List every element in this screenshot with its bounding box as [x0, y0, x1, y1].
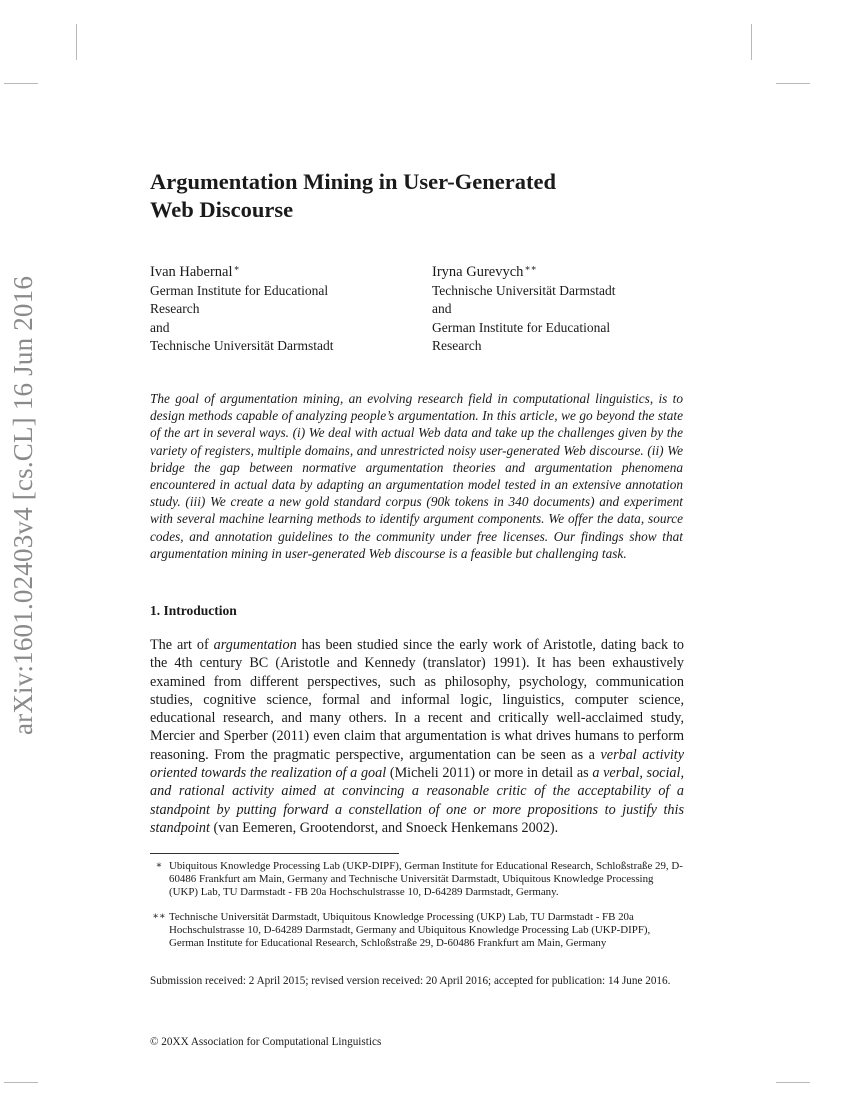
affiliation-line: Research — [150, 301, 200, 317]
crop-mark-right-upper — [776, 83, 810, 84]
footnote-1 — [150, 860, 685, 899]
footnote-2 — [150, 911, 685, 950]
affiliation-line: Research — [432, 338, 482, 354]
affiliation-line: Technische Universität Darmstadt — [432, 283, 616, 298]
section-heading: 1. Introduction — [150, 603, 237, 618]
affiliation-line: German Institute for Educational — [150, 283, 329, 298]
arxiv-id-text: arXiv:1601.02403v4 [cs.CL] 16 Jun 2016 — [8, 275, 39, 735]
title-line-1: Argumentation Mining in User-Generated — [150, 169, 556, 194]
footnote-text: Technische Universität Darmstadt, Ubiquitous Knowledge Processing (UKP) Lab, TU Darmstadt - FB 20a Hochschulstrasse 10, D-64289 Darmstadt, Germany and Ubiquitous Knowledge Processing Lab (UKP-DIPF), German Institute for Educational Research, Schloßstraße 29, D-60486 Frankfurt am Main, Germany — [169, 911, 651, 949]
footnote-divider — [150, 853, 399, 854]
affiliation-line: and — [150, 319, 170, 335]
submission-info: Submission received: 2 April 2015; revised version received: 20 April 2016; accepted for publication: 14 June 2016. — [150, 975, 671, 987]
paper-title — [150, 168, 670, 224]
author-block-2 — [432, 258, 702, 356]
affiliation-line: and — [432, 301, 452, 317]
crop-mark-top-left — [76, 24, 77, 60]
author-footnote-marker: ∗∗ — [524, 263, 537, 273]
affiliation-line: German Institute for Educational — [432, 319, 611, 335]
intro-paragraph: The art of argumentation has been studied since the early work of Aristotle, dating back to the 4th century BC (Aristotle and Kennedy (translator) 1991). It has been exhaustively examined from different perspectives, such as philosophy, psychology, communication studies, cognitive science, formal and informal logic, linguistics, computer science, educational research, and many others. In a recent and critically well-acclaimed study, Mercier and Sperber (2011) even claim that argumentation is what drives humans to perform reasoning. From the pragmatic perspective, argumentation can be seen as a verbal activity oriented towards the realization of a goal (Micheli 2011) or more in detail as a verbal, social, and rational activity aimed at convincing a reasonable critic of the acceptability of a standpoint by putting forward a constellation of one or more propositions to justify this standpoint (van Eemeren, Grootendorst, and Snoeck Henkemans 2002). — [150, 637, 685, 836]
emphasis-text: a verbal, social, and rational activity aimed at convincing a reasonable critic of the acceptability of a standpoint by putting forward a constellation of one or more propositions to justify this standpoint — [150, 765, 684, 836]
crop-mark-left-lower — [4, 1082, 38, 1083]
author-name: Ivan Habernal∗ — [150, 263, 240, 280]
title-line-2: Web Discourse — [150, 197, 294, 222]
author-name: Iryna Gurevych∗∗ — [432, 263, 537, 280]
abstract: The goal of argumentation mining, an evolving research field in computational linguistics, is to design methods capable of analyzing people’s argumentation. In this article, we go beyond the state of the art in several ways. (i) We deal with actual Web data and take up the challenges given by the variety of registers, multiple domains, and unrestricted noisy user-generated Web discourse. (ii) We bridge the gap between normative argumentation theories and argumentation phenomena encountered in actual data by adapting an argumentation model tested in an extensive annotation study. (iii) We create a new gold standard corpus (90k tokens in 340 documents) and experiment with several machine learning methods to identify argument components. We offer the data, source codes, and annotation guidelines to the community under free licenses. Our findings show that argumentation mining in user-generated Web discourse is a feasible but challenging task. — [150, 391, 683, 561]
footnote-marker: ∗∗ — [152, 911, 166, 922]
copyright-notice: © 20XX Association for Computational Linguistics — [150, 1036, 382, 1048]
emphasis-text: argumentation — [213, 637, 297, 653]
crop-mark-right-lower — [776, 1082, 810, 1083]
footnote-text: Ubiquitous Knowledge Processing Lab (UKP-DIPF), German Institute for Educational Research, Schloßstraße 29, D-60486 Frankfurt am Main, Germany and Technische Universität Darmstadt, Ubiquitous Knowledge Processing (UKP) Lab, TU Darmstadt - FB 20a Hochschulstrasse 10, D-64289 Darmstadt, Germany. — [169, 860, 683, 898]
crop-mark-top-right — [751, 24, 752, 60]
author-footnote-marker: ∗ — [233, 263, 240, 273]
emphasis-text: verbal activity oriented towards the realization of a goal — [150, 746, 685, 782]
arxiv-stamp — [2, 275, 46, 735]
author-block-1 — [150, 258, 410, 356]
footnote-marker: ∗ — [155, 860, 163, 871]
crop-mark-left-upper — [4, 83, 38, 84]
affiliation-line: Technische Universität Darmstadt — [150, 338, 334, 354]
